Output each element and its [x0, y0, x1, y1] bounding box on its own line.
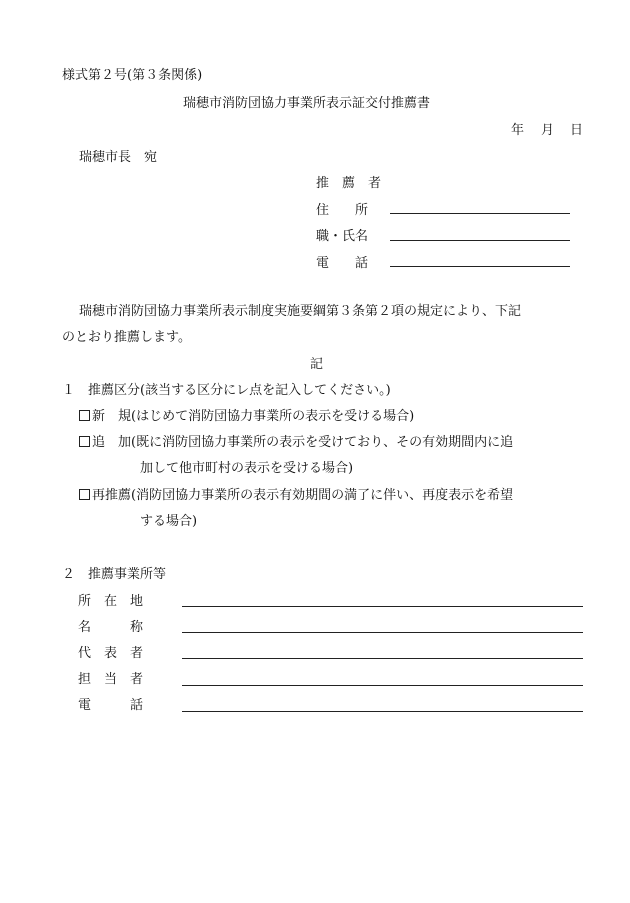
option-new — [79, 409, 414, 425]
option-add — [79, 435, 513, 451]
section1-heading: １ 推薦区分(該当する区分にレ点を記入してください。) — [62, 383, 391, 398]
recommender-heading: 推 薦 者 — [316, 176, 382, 191]
checkbox-new[interactable] — [79, 410, 90, 421]
recommender-address-line[interactable] — [390, 213, 570, 214]
option-add-desc-cont: 加して他市町村の表示を受ける場合) — [140, 461, 354, 476]
recommender-phone-label: 電 話 — [316, 256, 369, 271]
checkbox-add[interactable] — [79, 436, 90, 447]
body-text-line2: のとおり推薦します。 — [62, 330, 191, 345]
field-phone-label: 電 話 — [78, 698, 144, 713]
recommender-address-label: 住 所 — [316, 203, 369, 218]
field-name-label: 名 称 — [78, 620, 144, 635]
option-renew — [79, 488, 513, 504]
field-representative-label: 代 表 者 — [78, 646, 144, 661]
option-renew-label: 再推薦 — [92, 488, 132, 503]
section2-heading: ２ 推薦事業所等 — [62, 567, 167, 582]
date-year: 年 — [511, 123, 525, 138]
option-new-label: 新 規 — [92, 409, 132, 424]
field-name-line[interactable] — [182, 632, 583, 633]
field-phone-line[interactable] — [182, 711, 583, 712]
ki-heading: 記 — [310, 357, 324, 372]
field-location-label: 所 在 地 — [78, 594, 144, 609]
option-new-desc: (はじめて消防団協力事業所の表示を受ける場合) — [131, 409, 415, 424]
date-day: 日 — [570, 123, 584, 138]
field-contact-person-label: 担 当 者 — [78, 672, 144, 687]
recommender-name-line[interactable] — [390, 240, 570, 241]
recommender-phone-line[interactable] — [390, 266, 570, 267]
field-contact-person-line[interactable] — [182, 685, 583, 686]
option-add-desc: (既に消防団協力事業所の表示を受けており、その有効期間内に追 — [131, 435, 514, 450]
date-month: 月 — [541, 123, 555, 138]
option-renew-desc-cont: する場合) — [140, 514, 198, 529]
field-representative-line[interactable] — [182, 658, 583, 659]
recommender-name-label: 職・氏名 — [316, 229, 369, 244]
field-location-line[interactable] — [182, 606, 583, 607]
addressee: 瑞穂市長 宛 — [79, 150, 158, 165]
option-add-label: 追 加 — [92, 435, 132, 450]
body-text-line1: 瑞穂市消防団協力事業所表示制度実施要綱第３条第２項の規定により、下記 — [79, 304, 522, 319]
checkbox-renew[interactable] — [79, 489, 90, 500]
option-renew-desc: (消防団協力事業所の表示有効期間の満了に伴い、再度表示を希望 — [131, 488, 514, 503]
document-title: 瑞穂市消防団協力事業所表示証交付推薦書 — [183, 96, 431, 111]
form-number: 様式第２号(第３条関係) — [62, 68, 203, 83]
